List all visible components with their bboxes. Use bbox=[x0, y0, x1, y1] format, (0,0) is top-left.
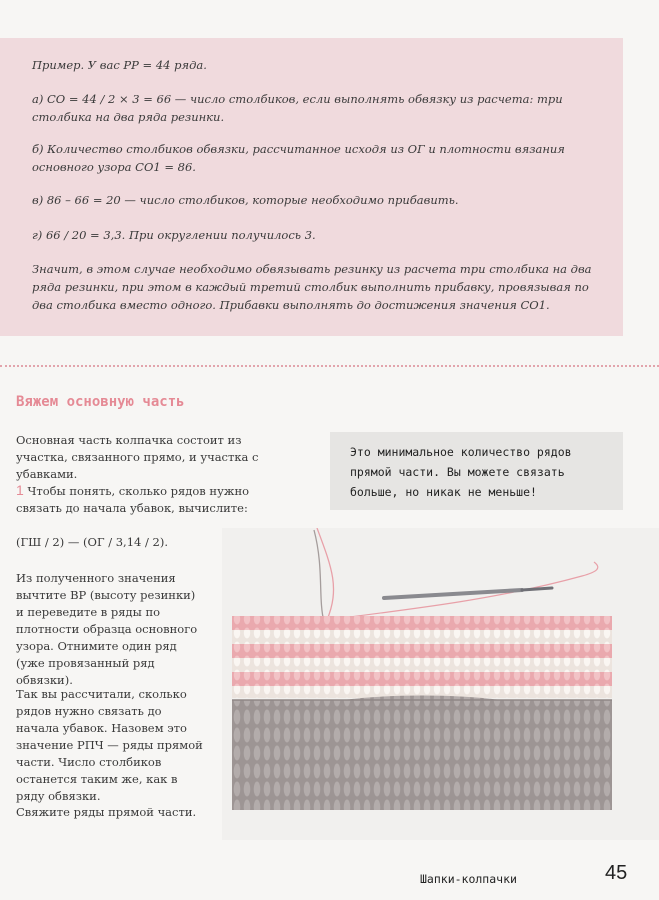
gray-ribbing bbox=[232, 696, 612, 811]
example-item-c: в) 86 – 66 = 20 — число столбиков, которые необходимо прибавить. bbox=[32, 193, 459, 207]
stripe-pink-2 bbox=[232, 644, 612, 658]
note-box bbox=[330, 432, 623, 510]
example-box bbox=[0, 38, 623, 336]
section-intro: Основная часть колпачка состоит из участка, связанного прямо, и участка с убавками. bbox=[16, 433, 259, 481]
example-item-b: б) Количество столбиков обвязки, рассчитанное исходя из ОГ и плотности вязания основного узора СО1 = 86. bbox=[32, 142, 565, 174]
example-item-a: а) СО = 44 / 2 × 3 = 66 — число столбиков, если выполнять обвязку из расчета: три столбика на два ряда резинки. bbox=[32, 92, 563, 124]
note-text: Это минимальное количество рядов прямой части. Вы можете связать больше, но никак не меньше! bbox=[350, 445, 572, 499]
section-divider bbox=[0, 365, 659, 367]
crochet-hook-tip bbox=[522, 588, 552, 590]
stripe-pink-1 bbox=[232, 616, 612, 630]
section-title: Вяжем основную часть bbox=[16, 394, 185, 410]
paragraph-2: Так вы рассчитали, сколько рядов нужно связать до начала убавок. Назовем это значение РПЧ — ряды прямой части. Число столбиков останется таким же, как в ряду обвязки. bbox=[16, 687, 203, 803]
step-text: Чтобы понять, сколько рядов нужно связать до начала убавок, вычислите: bbox=[16, 484, 250, 515]
example-item-d: г) 66 / 20 = 3,3. При округлении получилось 3. bbox=[32, 228, 316, 242]
yarn-strand bbox=[326, 562, 598, 620]
example-intro: Пример. У вас РР = 44 ряда. bbox=[32, 58, 207, 72]
footer-section-label: Шапки-колпачки bbox=[420, 872, 517, 886]
paragraph-3: Свяжите ряды прямой части. bbox=[16, 805, 197, 819]
formula: (ГШ / 2) — (ОГ / 3,14 / 2). bbox=[16, 535, 168, 549]
crochet-photo bbox=[222, 528, 659, 840]
step-1 bbox=[16, 482, 288, 517]
crochet-hat-image bbox=[222, 528, 659, 840]
page-number: 45 bbox=[605, 862, 628, 884]
stripe-pink-3 bbox=[232, 672, 612, 686]
stripe-white-1 bbox=[232, 630, 612, 644]
step-number: 1 bbox=[16, 482, 24, 498]
example-conclusion: Значит, в этом случае необходимо обвязывать резинку из расчета три столбика на два ряда резинки, при этом в каждый третий столбик выполнить прибавку, провязывая по два столбика вместо одного. Прибавки выполнять до достижения значения СО1. bbox=[32, 262, 592, 312]
yarn-tail-pink bbox=[317, 528, 334, 620]
paragraph-1: Из полученного значения вычтите ВР (высоту резинки) и переведите в ряды по плотности образца основного узора. Отнимите один ряд (уже провязанный ряд обвязки). bbox=[16, 571, 198, 687]
stripe-white-2 bbox=[232, 658, 612, 672]
